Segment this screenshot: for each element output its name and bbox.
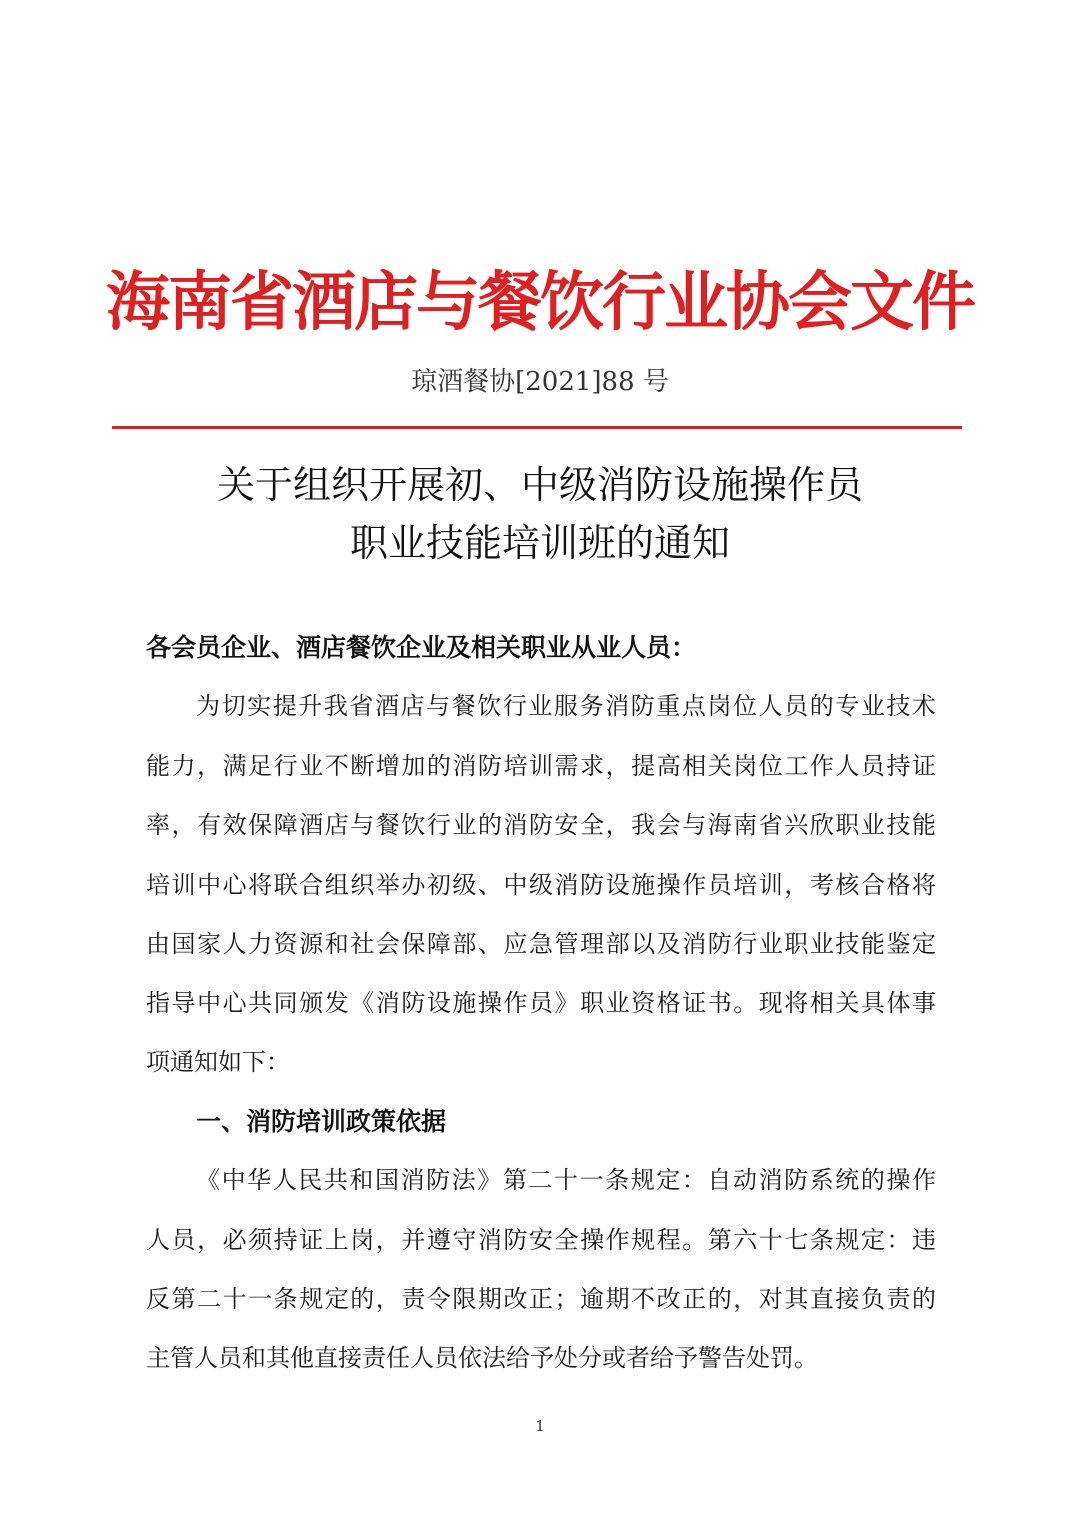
section-paragraph-line: 反第二十一条规定的，责令限期改正；逾期不改正的，对其直接负责的: [146, 1285, 936, 1313]
document-title-line-1: 关于组织开展初、中级消防设施操作员: [216, 463, 863, 507]
document-title: [80, 456, 1000, 572]
intro-paragraph-line: 项通知如下：: [146, 1048, 290, 1076]
salutation: 各会员企业、酒店餐饮企业及相关职业从业人员：: [146, 633, 697, 662]
section-paragraph-line: 人员，必须持证上岗，并遵守消防安全操作规程。第六十七条规定：违: [146, 1226, 936, 1254]
org-header-title: 海南省酒店与餐饮行业协会文件: [106, 265, 974, 340]
page-number: 1: [535, 1417, 545, 1435]
intro-paragraph-line: 培训中心将联合组织举办初级、中级消防设施操作员培训，考核合格将: [146, 871, 936, 899]
section-paragraph-line: 《中华人民共和国消防法》第二十一条规定：自动消防系统的操作: [196, 1166, 936, 1194]
red-divider-line: [112, 426, 962, 429]
document-title-line-2: 职业技能培训班的通知: [349, 521, 730, 565]
intro-paragraph-line: 由国家人力资源和社会保障部、应急管理部以及消防行业职业技能鉴定: [146, 930, 936, 958]
document-number: 琼酒餐协[2021]88 号: [411, 367, 669, 397]
intro-paragraph-line: 能力，满足行业不断增加的消防培训需求，提高相关岗位工作人员持证: [146, 752, 936, 780]
intro-paragraph-line: 为切实提升我省酒店与餐饮行业服务消防重点岗位人员的专业技术: [196, 692, 936, 720]
section-paragraph-line: 主管人员和其他直接责任人员依法给予处分或者给予警告处罚。: [146, 1344, 818, 1372]
intro-paragraph-line: 率，有效保障酒店与餐饮行业的消防安全，我会与海南省兴欣职业技能: [146, 811, 936, 839]
section-heading: 一、消防培训政策依据: [196, 1107, 447, 1136]
intro-paragraph-line: 指导中心共同颁发《消防设施操作员》职业资格证书。现将相关具体事: [146, 989, 936, 1017]
